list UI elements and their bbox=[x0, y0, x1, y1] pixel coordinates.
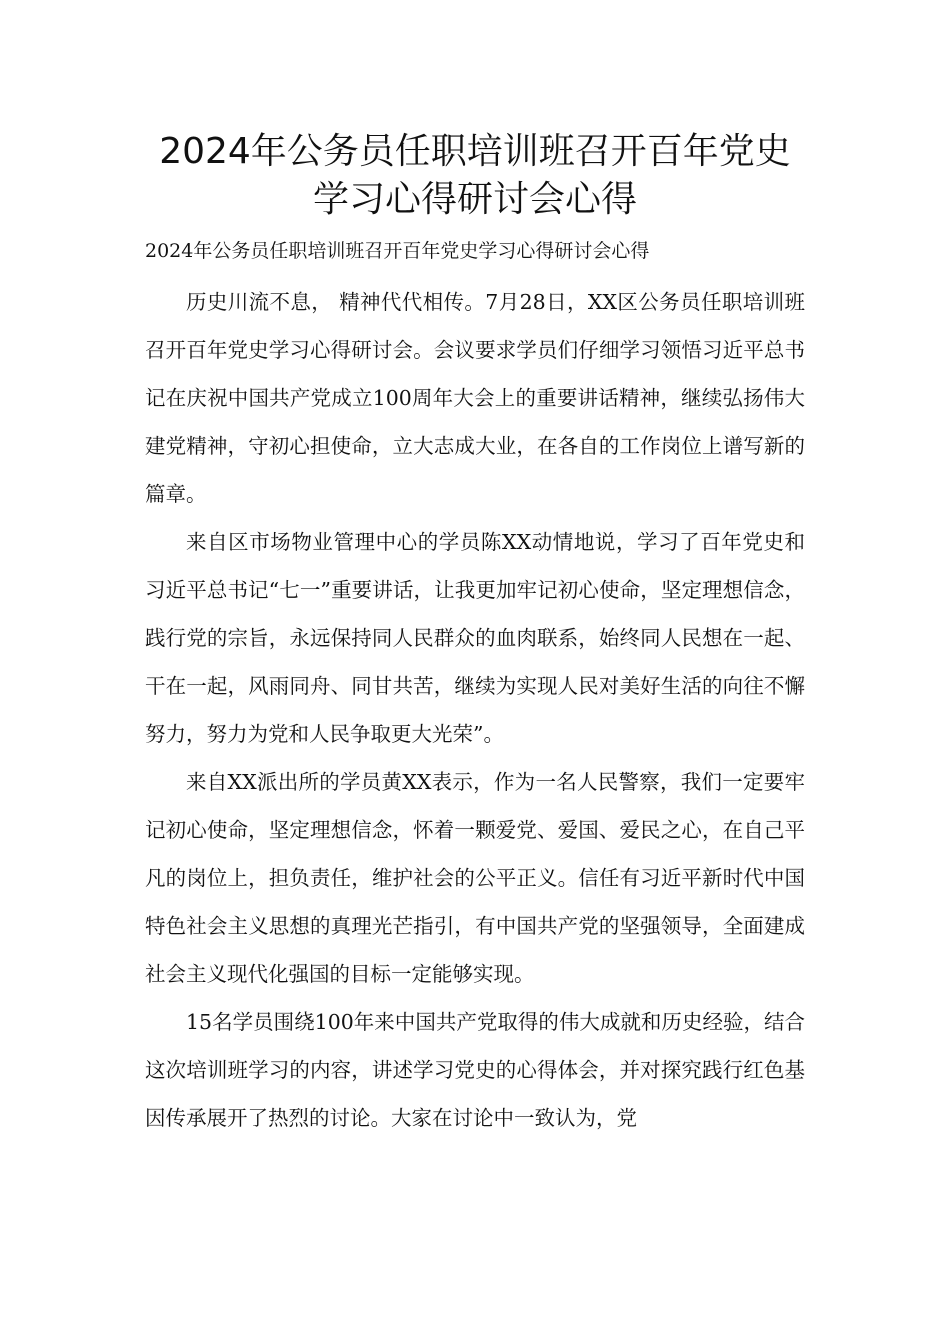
title-line-1: 2024年公务员任职培训班召开百年党史 bbox=[159, 131, 791, 172]
document-title bbox=[145, 128, 805, 224]
paragraph-3: 来自XX派出所的学员黄XX表示，作为一名人民警察，我们一定要牢记初心使命，坚定理想信念，怀着一颗爱党、爱国、爱民之心，在自己平凡的岗位上，担负责任，维护社会的公平正义。信任有习近平新时代中国特色社会主义思想的真理光芒指引，有中国共产党的坚强领导，全面建成社会主义现代化强国的目标一定能够实现。 bbox=[145, 770, 805, 986]
title-line-2: 学习心得研讨会心得 bbox=[312, 179, 637, 220]
document-subtitle: 2024年公务员任职培训班召开百年党史学习心得研讨会心得 bbox=[145, 240, 650, 262]
paragraph-2: 来自区市场物业管理中心的学员陈XX动情地说，学习了百年党史和习近平总书记“七一”重要讲话，让我更加牢记初心使命，坚定理想信念，践行党的宗旨，永远保持同人民群众的血肉联系，始终同人民想在一起、干在一起，风雨同舟、同甘共苦，继续为实现人民对美好生活的向往不懈努力，努力为党和人民争取更大光荣”。 bbox=[145, 530, 805, 746]
paragraph-4: 15名学员围绕100年来中国共产党取得的伟大成就和历史经验，结合这次培训班学习的内容，讲述学习党史的心得体会，并对探究践行红色基因传承展开了热烈的讨论。大家在讨论中一致认为，党 bbox=[145, 1010, 805, 1130]
paragraph-1: 历史川流不息， 精神代代相传。7月28日，XX区公务员任职培训班召开百年党史学习心得研讨会。会议要求学员们仔细学习领悟习近平总书记在庆祝中国共产党成立100周年大会上的重要讲话精神，继续弘扬伟大建党精神，守初心担使命，立大志成大业，在各自的工作岗位上谱写新的篇章。 bbox=[145, 290, 805, 506]
